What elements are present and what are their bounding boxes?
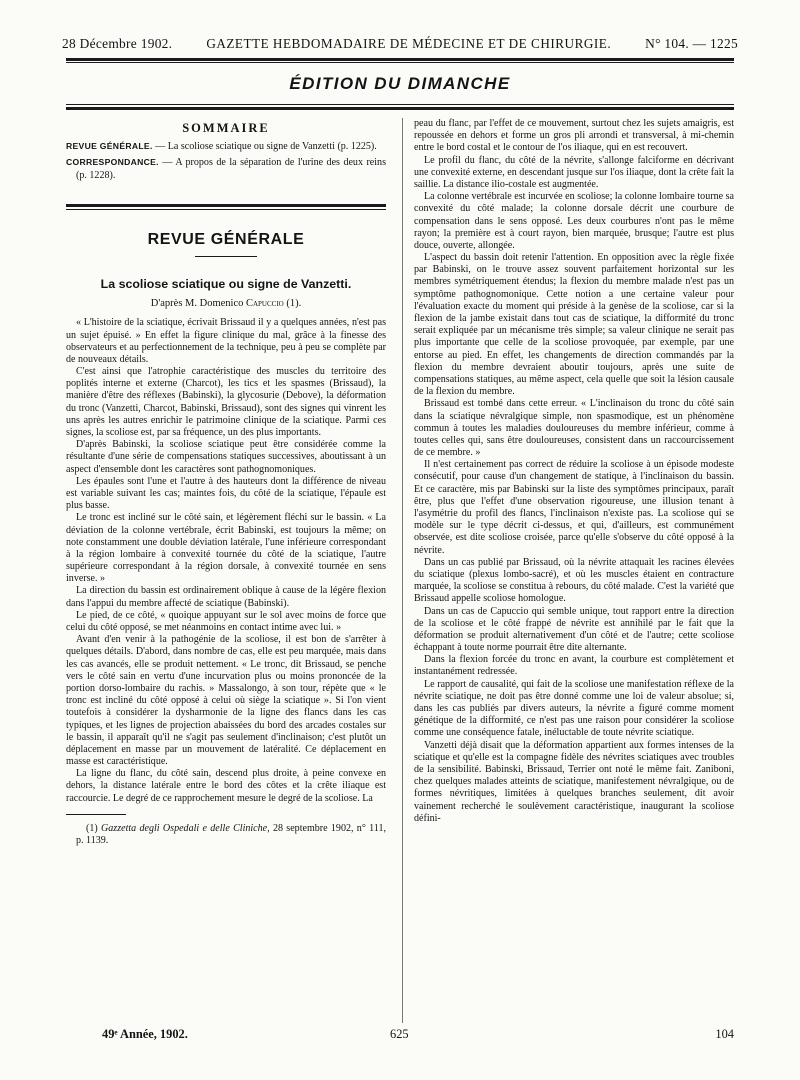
sommaire-entry	[66, 156, 386, 181]
body-paragraph: D'après Babinski, la scoliose sciatique peut être considérée comme la résultante d'une série de compensations statiques successives, aboutissant à un aspect d'ensemble dont les caractères sont pathognomoniques.	[66, 439, 386, 475]
byline-author: Capuccio	[245, 298, 284, 310]
running-head	[62, 36, 738, 52]
issue-page-number: N° 104. — 1225	[645, 36, 738, 51]
body-paragraph: Le tronc est incliné sur le côté sain, et légèrement fléchi sur le bassin. « La déviation de la colonne vertébrale, écrit Babinski, est toujours la même; on note constamment une double déviation latérale, l'une inférieure correspondant à la région lombaire à convexité tournée du côté de la sciatique, l'autre supérieure correspondant à la région dorsale, à convexité tournée en sens inverse. »	[66, 512, 386, 585]
body-paragraph: La direction du bassin est ordinairement oblique à cause de la légère flexion dans l'appui du membre affecté de sciatique (Babinski).	[66, 585, 386, 609]
body-paragraph: Vanzetti déjà disait que la déformation appartient aux formes intenses de la sciatique et qu'elle est la compagne fidèle des névrites sciatiques avec troubles de la sensibilité. Babinski, Brissaud, Terrier ont noté le même fait. Zaniboni, chez quelques malades atteints de sciatique, manifestement névralgique, ou de formes névritiques, limitées à quelques branches seulement, dit avoir vainement recherché le soulèvement caractéristique, inaugurant la scoliose défini-	[414, 739, 734, 824]
body-paragraph: « L'histoire de la sciatique, écrivait Brissaud il y a quelques années, n'est pas un sujet épuisé. » En effet la figure clinique du mal, grâce à la finesse des observateurs et au perfectionnement de la technique, peu à peu se complète par de nouveaux détails.	[66, 317, 386, 365]
footer-page: 625	[390, 1027, 409, 1041]
sommaire-title: SOMMAIRE	[182, 121, 270, 135]
edition-banner: ÉDITION DU DIMANCHE	[289, 74, 511, 93]
body-paragraph: Le profil du flanc, du côté de la névrite, s'allonge falciforme en décrivant une convexité externe, en descendant jusque sur l'os iliaque, dont la crête fait la saillie. La distance ilio-costale est augmentée.	[414, 154, 734, 190]
left-column	[66, 118, 386, 1023]
body-paragraph: Le rapport de causalité, qui fait de la scoliose une manifestation réflexe de la névrite sciatique, ne doit pas être donné comme une loi de valeur absolue; si, dans les cas publiés par divers auteurs, la névrite a figuré comme moment génétique de la difformité, ce n'est pas une raison pour considérer la scoliose comme une conséquence fatale, inéluctable de toute névrite sciatique.	[414, 678, 734, 739]
byline-suffix: (1).	[283, 298, 302, 310]
right-column-body	[414, 118, 734, 825]
page-footer	[66, 1027, 734, 1043]
sommaire-entry-text: — La scoliose sciatique ou signe de Vanzetti (p. 1225).	[152, 141, 377, 153]
footer-number: 104	[715, 1027, 734, 1041]
sommaire-rule	[66, 204, 386, 210]
sommaire-entry-key: CORRESPONDANCE.	[66, 157, 159, 168]
body-paragraph: Les épaules sont l'une et l'autre à des hauteurs dont la différence de niveau est variable suivant les cas; maintes fois, du côté de la sciatique, l'épaule est plus basse.	[66, 475, 386, 512]
sommaire-entry-key: REVUE GÉNÉRALE.	[66, 141, 153, 152]
edition-rule	[66, 104, 734, 105]
footnote-journal: Gazzetta degli Ospedali e delle Cliniche,	[101, 822, 270, 834]
section-rule	[195, 256, 257, 257]
body-paragraph: La colonne vertébrale est incurvée en scoliose; la colonne lombaire tourne sa convexité du côté malade; la colonne dorsale décrit une courbure de compensation dans le sens opposé. Les deux courbures n'ont pas le même rayon; la première est à court rayon, bien marquée, brusque; l'autre est plus douce, ouverte, allongée.	[414, 191, 734, 251]
body-paragraph: Dans un cas de Capuccio qui semble unique, tout rapport entre la direction de la scoliose et le côté frappé de névrite est annihilé par le fait que la déformation se produit alternativement d'un côté et de l'autre; cette scoliose échappant à toute norme pourrait être dite alternante.	[414, 605, 734, 654]
footnote-reference: 28 septembre 1902, n° 111, p. 1139.	[76, 822, 386, 846]
journal-title: GAZETTE HEBDOMADAIRE DE MÉDECINE ET DE CHIRURGIE.	[206, 36, 612, 51]
article-byline	[66, 298, 386, 310]
body-paragraph: Il n'est certainement pas correct de réduire la scoliose à un épisode modeste consécutif, pour cause d'un changement de statique, à l'inclinaison du bassin. Et ce caractère, mis par Babinski sur la liste des symptômes principaux, paraît être, plus que l'effet d'une observation rigoureuse, une illusion tenant à l'asymétrie du profil des flancs, l'inclinaison n'existe pas. La scoliose qui se modèle sur le type décrit ci-dessus, et qui, d'ailleurs, est communément observée, est dite scoliose croisée, parce qu'elle s'observe du côté opposé à la névrite.	[414, 459, 734, 556]
body-paragraph: C'est ainsi que l'atrophie caractéristique des muscles du territoire des poplités interne et externe (Charcot), les tics et les spasmes (Brissaud), la manière d'être des réflexes (Babinski), la glycosurie (Debove), la déformation du tronc (Vanzetti, Charcot, Babinski, Brissaud), sont des signes qui vinrent les uns après les autres enrichir le patrimoine clinique de la sciatique. Parmi ces signes, la scoliose est, par sa fréquence, un des plus importants.	[66, 366, 386, 438]
body-paragraph: Brissaud est tombé dans cette erreur. « L'inclinaison du tronc du côté sain dans la sciatique névralgique simple, non spasmodique, est un phénomène commun à toutes les maladies douloureuses du membre inférieur, comme à toutes celles qui, sans être douloureuses, consistent dans un raccourcissement de ce membre. »	[414, 398, 734, 459]
header-date: 28 Décembre 1902.	[62, 36, 173, 51]
footnote: (1) Gazzetta degli Ospedali e delle Cliniche, 28 septembre 1902, n° 111, p. 1139.	[76, 822, 386, 846]
article-title: La scoliose sciatique ou signe de Vanzetti.	[100, 276, 352, 291]
byline-prefix: D'après M. Domenico	[150, 298, 246, 310]
sommaire-entry-text: — A propos de la séparation de l'urine des deux reins (p. 1228).	[76, 157, 386, 181]
section-heading: REVUE GÉNÉRALE	[147, 230, 305, 248]
body-paragraph: Le pied, de ce côté, « quoique appuyant sur le sol avec moins de force que celui du côté opposé, se met néanmoins en contact intime avec lui. »	[66, 609, 386, 633]
body-paragraph: L'aspect du bassin doit retenir l'attention. En opposition avec la règle fixée par Babinski, on le trouve assez souvent parfaitement horizontal sur les membres symétriquement étendus; la flexion du membre malade n'est pas un symptôme pathognomonique. Cette notion a une certaine valeur pour l'évaluation exacte du moment qui préside à la genèse de la scoliose, car si la flexion de la jambe existait dans tout cas de sciatique, la difformité du tronc serait expliquée par un mécanisme très simple; sa valeur clinique ne serait pas plus importante que celle de la scoliose provoquée, par exemple, par une entorse au pied. En effet, les changements de direction commandés par la flexion du membre devraient aboutir toujours, après une suite de compensations statiques, au même aspect, cela quelle que soit la lésion causale de la flexion du membre.	[414, 252, 734, 398]
header-rule	[66, 58, 734, 61]
footnote-rule	[66, 814, 126, 815]
body-paragraph: Avant d'en venir à la pathogénie de la scoliose, il est bon de s'arrêter à quelques détails. D'abord, dans nombre de cas, elle est peu marquée, mais dans les cas avancés, elle se produit nettement. « Le tronc, dit Brissaud, se penche vers le côté sain en vertu d'une incurvation plus ou moins prononcée de la portion dorso-lombaire du rachis. » Massalongo, à son tour, répète que « le tronc est incliné du côté opposé à celui où siège la sciatique ». Si l'on vient toutefois à considérer la dysharmonie de la ligne des flancs dans les cas typiques, et les lignes de projection abaissées du bord des arcades costales sur le bassin, il apparaît qu'il ne s'agit pas seulement d'inclinaison; c'est plutôt un déplacement en masse par un mouvement de latéralité. Ce déplacement en masse est caractéristique.	[66, 634, 386, 768]
body-paragraph: Dans la flexion forcée du tronc en avant, la courbure est complètement et instantanément redressée.	[414, 654, 734, 678]
right-column	[414, 118, 734, 1023]
column-divider	[402, 118, 403, 1023]
body-paragraph: La ligne du flanc, du côté sain, descend plus droite, à peine convexe en dehors, la distance latérale entre le bord des côtes et la crête iliaque est raccourcie. Le degré de ce rapprochement mesure le degré de la scoliose. La	[66, 768, 386, 804]
body-paragraph: Dans un cas publié par Brissaud, où la névrite attaquait les racines élevées du sciatique (plexus lombo-sacré), et où les muscles étaient en contracture marquée, la scoliose se constitua à rebours, du côté malade. C'est la variété que Brissaud appelle scoliose homologue.	[414, 556, 734, 605]
body-paragraph: peau du flanc, par l'effet de ce mouvement, surtout chez les sujets amaigris, est repoussée en dehors et forme un gros pli arrondi et transversal, à mi-chemin entre le bord costal et le contour de l'os iliaque, qui en est recouvert.	[414, 118, 734, 154]
edition-rule-thick	[66, 107, 734, 110]
sommaire-entry	[66, 140, 386, 153]
header-rule-thin	[66, 62, 734, 63]
left-column-body	[66, 317, 386, 805]
footer-year: 49ᵉ Année, 1902.	[102, 1027, 188, 1041]
